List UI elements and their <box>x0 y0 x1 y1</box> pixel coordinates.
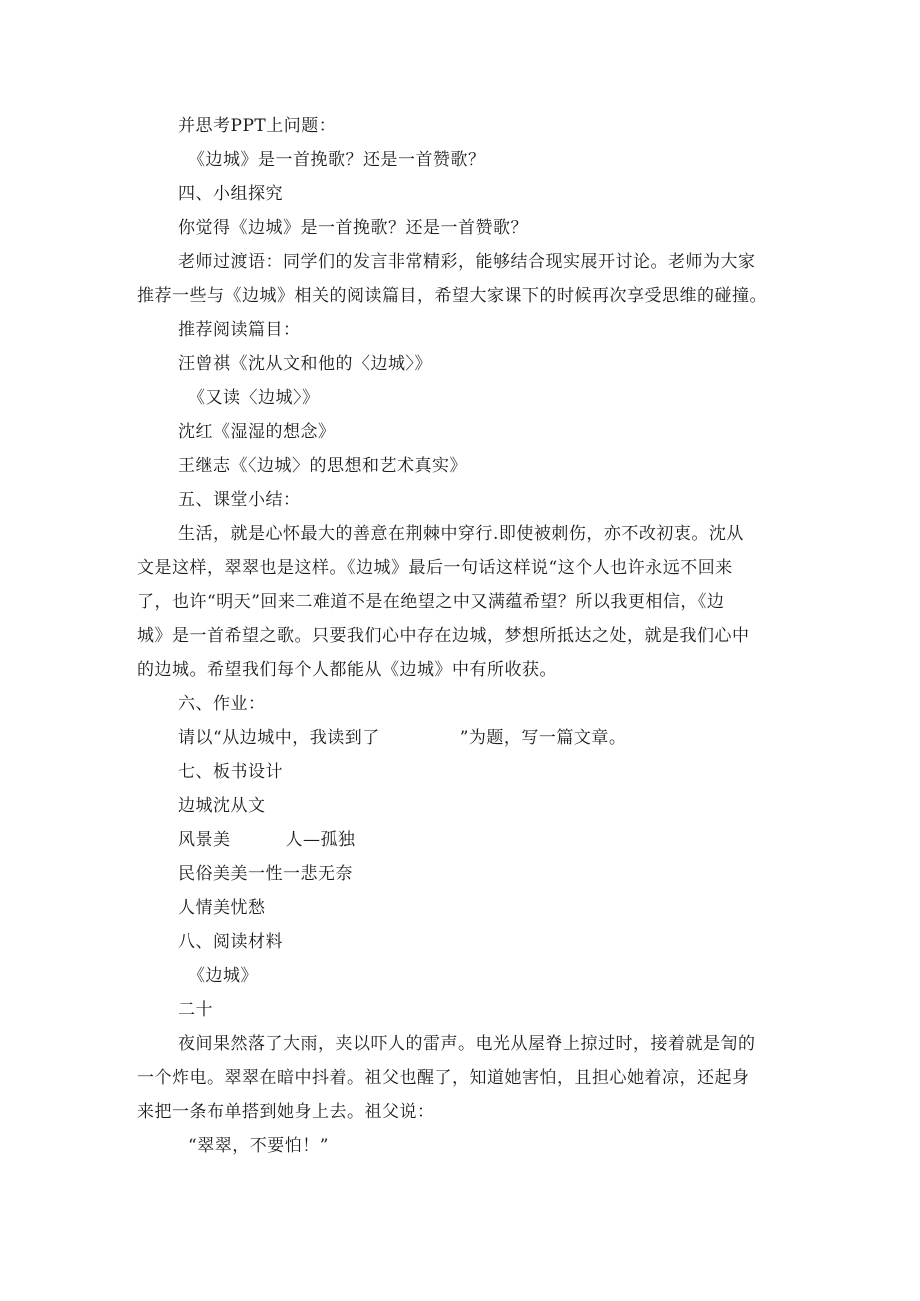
reading-item: 沈红《湿湿的想念》 <box>178 422 336 442</box>
section-heading: 七、板书设计 <box>178 762 283 782</box>
board-left: 风景美 <box>178 830 231 850</box>
section-heading: 八、阅读材料 <box>178 932 283 952</box>
paragraph-line: 推荐一些与《边城》相关的阅读篇目，希望大家课下的时候再次享受思维的碰撞。 <box>137 286 767 306</box>
text-line: 《边城》是一首挽歌？还是一首赞歌？ <box>188 150 486 170</box>
paragraph-line: 文是这样，翠翠也是这样。《边城》最后一句话这样说“这个人也许永远不回来 <box>137 558 733 578</box>
board-line: 民俗美美一性一悲无奈 <box>178 864 353 884</box>
chapter-number: 二十 <box>178 1000 213 1020</box>
board-right: 人—孤独 <box>285 830 356 850</box>
text-line: 并思考PPT上问题： <box>178 116 337 136</box>
board-line: 人情美忧愁 <box>178 898 266 918</box>
paragraph-line: 了，也许“明天”回来二难道不是在绝望之中又满蕴希望？所以我更相信，《边 <box>137 592 725 612</box>
paragraph-line: 夜间果然落了大雨，夹以吓人的雷声。电光从屋脊上掠过时，接着就是訇的 <box>178 1034 756 1054</box>
board-line: 边城沈从文 <box>178 796 266 816</box>
homework-prefix: 请以“从边城中，我读到了 <box>178 728 380 748</box>
reading-item: 汪曾祺《沈从文和他的〈边城〉》 <box>178 354 432 374</box>
paragraph-line: 城》是一首希望之歌。只要我们心中存在边城，梦想所抵达之处，就是我们心中 <box>137 626 750 646</box>
paragraph-line: 生活，就是心怀最大的善意在荆棘中穿行.即使被刺伤，亦不改初衷。沈从 <box>178 524 744 544</box>
book-title: 《边城》 <box>188 966 258 986</box>
section-heading: 四、小组探究 <box>178 184 283 204</box>
homework-line <box>178 726 626 750</box>
paragraph-line: 老师过渡语：同学们的发言非常精彩，能够结合现实展开讨论。老师为大家 <box>178 252 756 272</box>
text-line: 你觉得《边城》是一首挽歌？还是一首赞歌？ <box>178 218 528 238</box>
paragraph-line: 一个炸电。翠翠在暗中抖着。祖父也醒了，知道她害怕，且担心她着凉，还起身 <box>137 1068 750 1088</box>
text-line: 推荐阅读篇目： <box>178 320 301 340</box>
board-line <box>178 828 356 852</box>
section-heading: 五、课堂小结： <box>178 490 301 510</box>
paragraph-line: 来把一条布单搭到她身上去。祖父说： <box>137 1102 435 1122</box>
reading-item: 《又读〈边城〉》 <box>188 388 320 408</box>
reading-item: 王继志《〈边城〉的思想和艺术真实》 <box>178 456 467 476</box>
paragraph-line: 的边城。希望我们每个人都能从《边城》中有所收获。 <box>137 660 557 680</box>
section-heading: 六、作业： <box>178 694 266 714</box>
homework-suffix: ”为题，写一篇文章。 <box>459 728 627 748</box>
dialogue-line: “翠翠，不要怕！” <box>188 1136 329 1156</box>
